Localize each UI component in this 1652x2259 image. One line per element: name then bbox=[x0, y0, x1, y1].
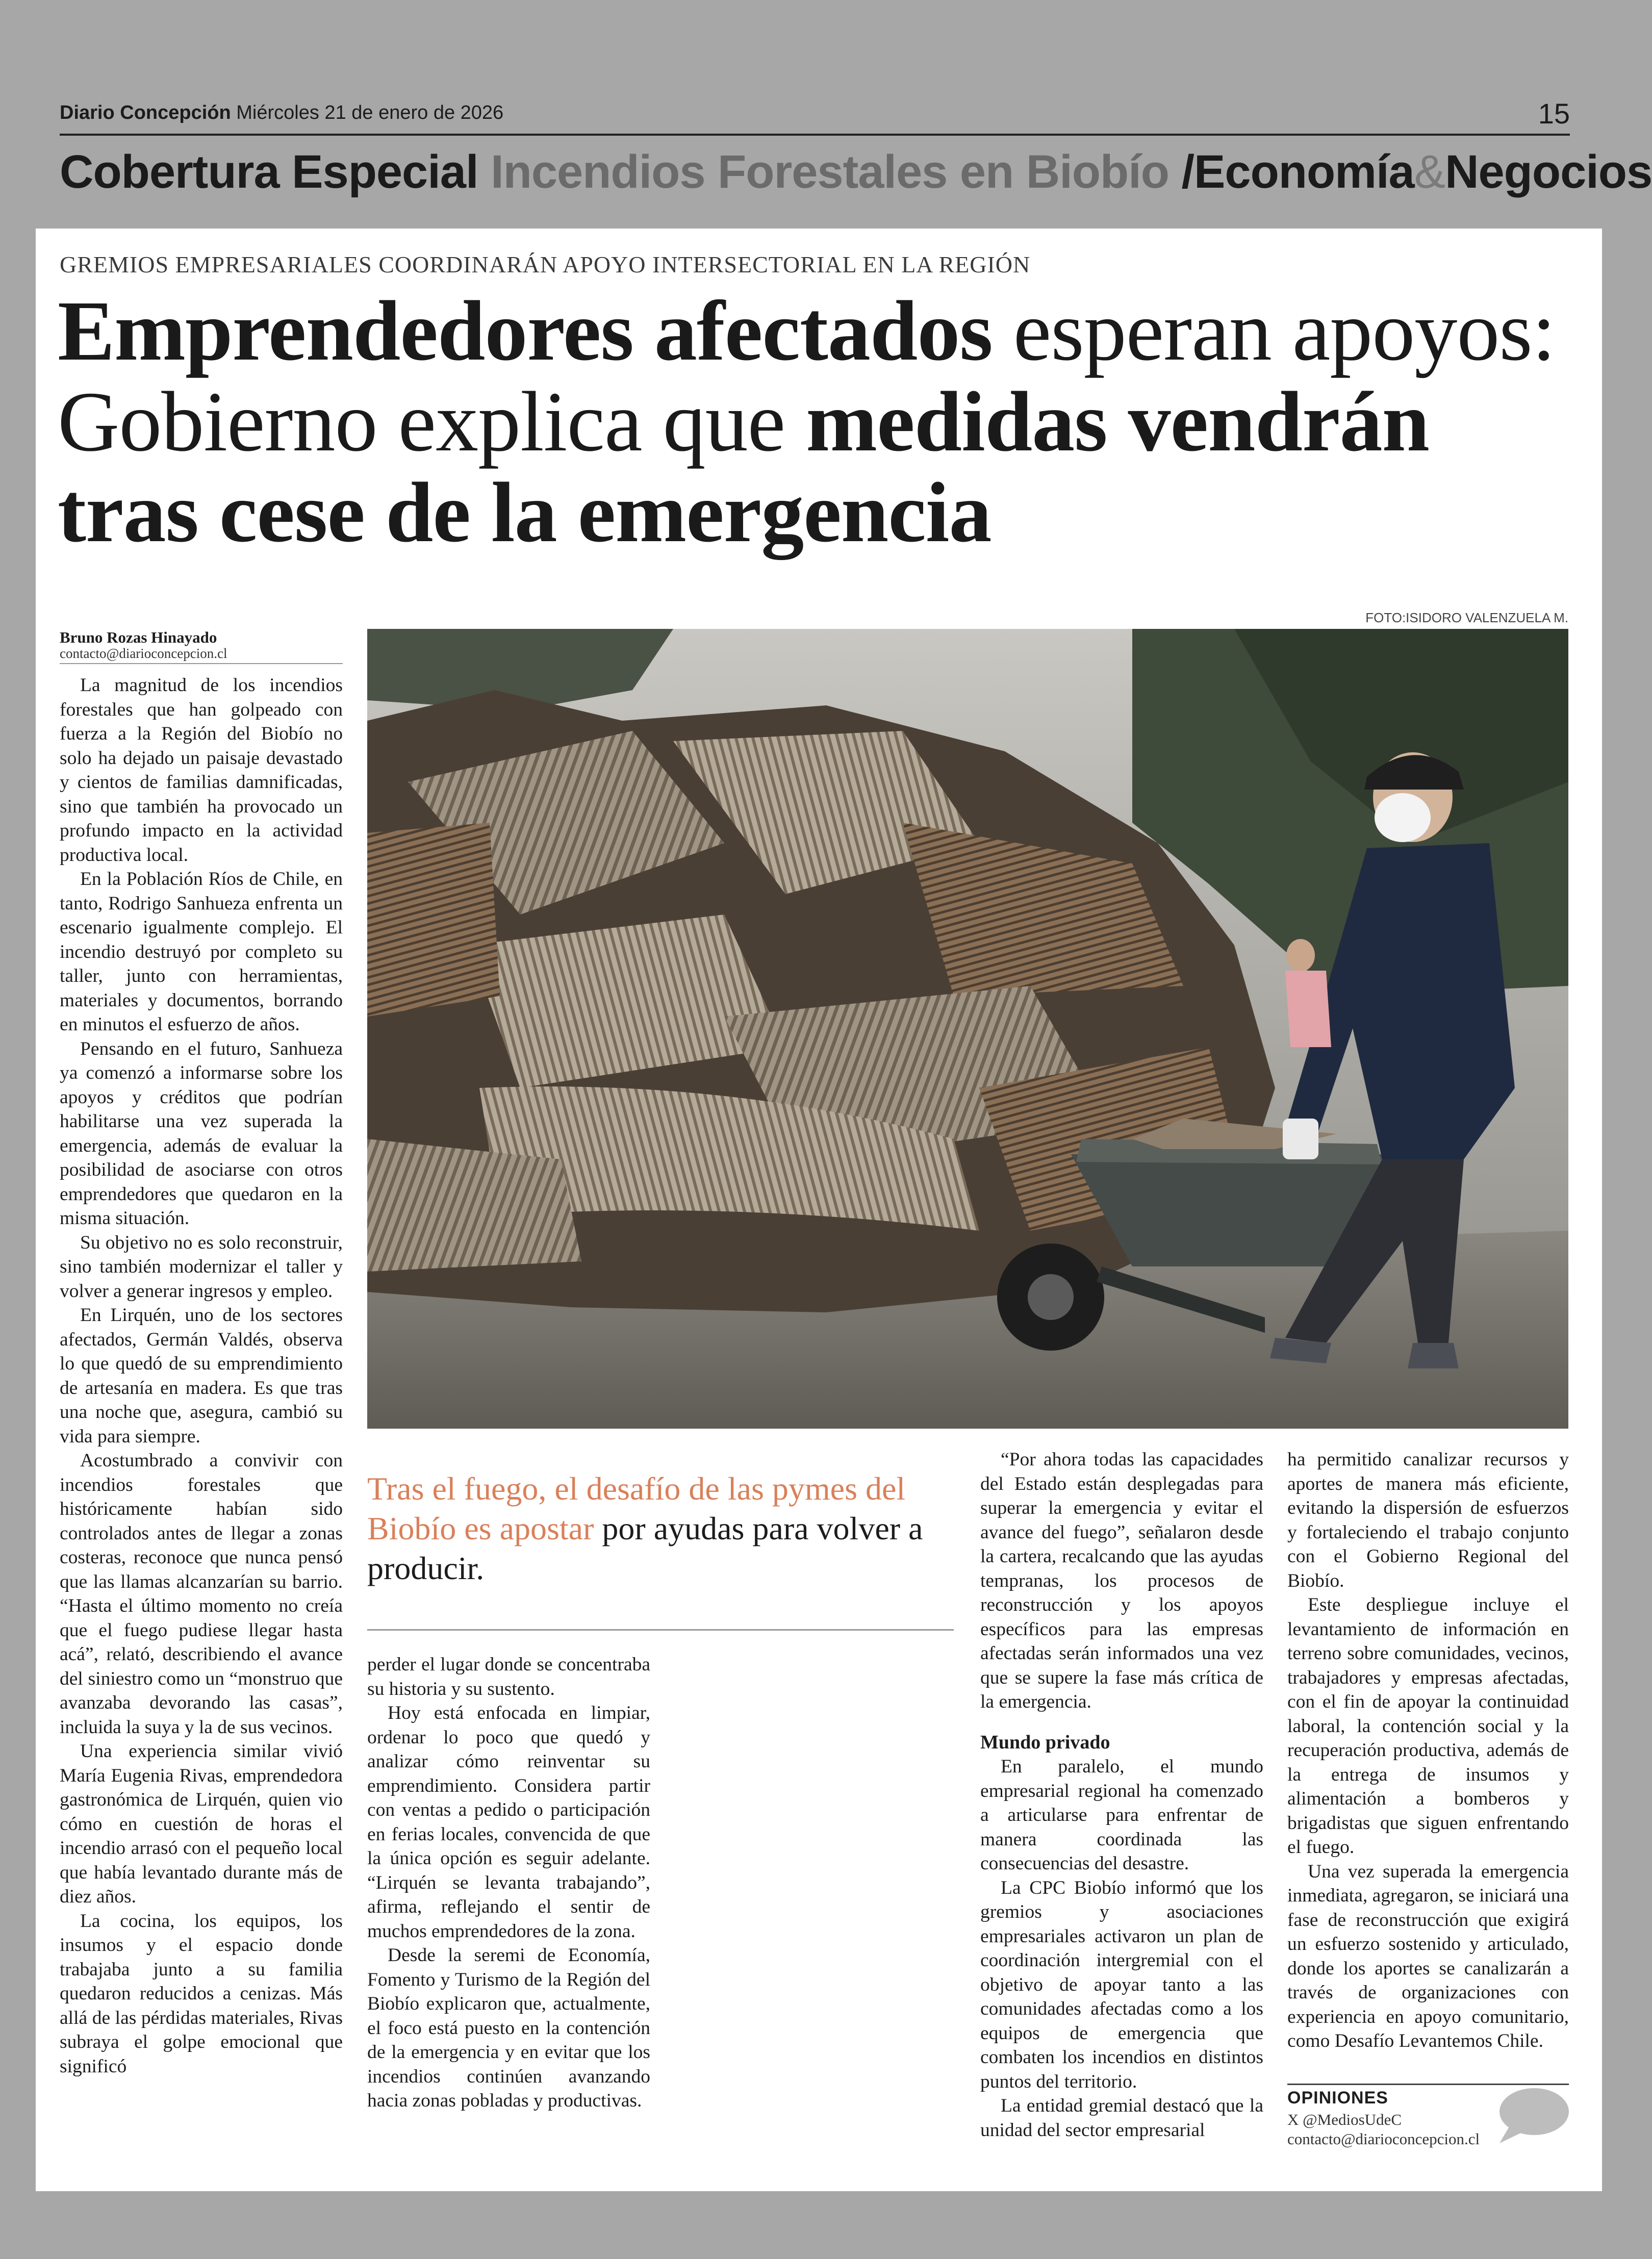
headline bbox=[58, 286, 1583, 558]
paragraph: En paralelo, el mundo empresarial regional ha comenzado a articularse para enfrentar de manera coordinada las consecuencias del desastre. bbox=[980, 1756, 1263, 1874]
section-topic: Incendios Forestales en Biobío bbox=[491, 146, 1169, 198]
text-column-1 bbox=[60, 673, 343, 2078]
opinions-divider bbox=[1287, 2084, 1569, 2085]
text-column-3 bbox=[980, 1448, 1263, 2142]
page-number: 15 bbox=[1538, 97, 1570, 130]
pull-quote-rest: por ayudas para volver a producir. bbox=[367, 1510, 923, 1586]
pull-quote-accent: Tras el fuego, el desafío de las pymes del Biobío es apostar bbox=[367, 1470, 906, 1546]
text-column-4 bbox=[1287, 1448, 1569, 2053]
section-economia: Economía bbox=[1194, 146, 1414, 198]
headline-part-1: Emprendedores afectados bbox=[58, 284, 993, 378]
fire-debris-illustration bbox=[367, 629, 1568, 1429]
byline-name: Bruno Rozas Hinayado bbox=[60, 628, 217, 646]
paragraph: La entidad gremial destacó que la unidad del sector empresarial bbox=[980, 2095, 1263, 2141]
section-negocios: Negocios bbox=[1445, 146, 1652, 198]
byline-email[interactable]: contacto@diarioconcepcion.cl bbox=[60, 646, 227, 661]
paragraph: Una experiencia similar vivió María Eugenia Rivas, emprendedora gastronómica de Lirquén, quien vio cómo en cuestión de horas el incendio arrasó con el pequeño local que había levantado durante más de diez años. bbox=[60, 1741, 343, 1907]
paragraph: Su objetivo no es solo reconstruir, sino también modernizar el taller y volver a generar ingresos y empleo. bbox=[60, 1232, 343, 1302]
opinions-email[interactable]: contacto@diarioconcepcion.cl bbox=[1287, 2130, 1480, 2148]
paragraph: Una vez superada la emergencia inmediata, agregaron, se iniciará una fase de reconstrucción que exigirá un esfuerzo sostenido y articulado, donde los aportes se canalizarán a través de organizaciones con experiencia en apoyo comunitario, como Desafío Levantemos Chile. bbox=[1287, 1861, 1569, 2051]
paragraph: La magnitud de los incendios forestales que han golpeado con fuerza a la Región del Biobío no solo ha dejado un paisaje devastado y cientos de familias damnificadas, sino que también ha provocado un profundo impacto en la actividad productiva local. bbox=[60, 675, 343, 866]
publication-name: Diario Concepción bbox=[60, 102, 231, 123]
paragraph: Este despliegue incluye el levantamiento de información en terreno sobre comunidades, vecinos, trabajadores y empresas afectadas, con el fin de apoyar la continuidad laboral, la contención social y la recuperación productiva, además de la entrega de insumos y alimentación a bomberos y brigadistas que siguen enfrentando el fuego. bbox=[1287, 1594, 1569, 1858]
paragraph: La cocina, los equipos, los insumos y el espacio donde trabajaba junto a su familia quedaron reducidos a cenizas. Más allá de las pérdidas materiales, Rivas subraya el golpe emocional que significó bbox=[60, 1910, 343, 2077]
header-divider bbox=[60, 134, 1570, 136]
paragraph: En la Población Ríos de Chile, en tanto, Rodrigo Sanhueza enfrenta un escenario igualmente complejo. El incendio destruyó por completo su taller, junto con herramientas, materiales y documentos, borrando en minutos el esfuerzo de años. bbox=[60, 869, 343, 1035]
headline-part-2: esperan apoyos: Gobierno explica que bbox=[58, 284, 1556, 469]
paragraph: En Lirquén, uno de los sectores afectados, Germán Valdés, observa lo que quedó de su emprendimiento de artesanía en madera. Es que tras una noche que, asegura, cambió su vida para siempre. bbox=[60, 1305, 343, 1447]
section-ampersand: & bbox=[1414, 146, 1445, 198]
byline-divider bbox=[60, 663, 343, 664]
section-bar bbox=[60, 145, 1652, 199]
headline-part-3: medidas vendrán tras cese de la emergencia bbox=[58, 374, 1430, 560]
speech-bubble-icon bbox=[1494, 2086, 1571, 2145]
subhead-mundo-privado: Mundo privado bbox=[980, 1731, 1110, 1753]
masthead-line bbox=[60, 102, 503, 124]
paragraph: Hoy está enfocada en limpiar, ordenar lo poco que quedó y analizar cómo reinventar su emprendimiento. Considera partir con ventas a pedido o participación en ferias locales, convencida de que la única opción es seguir adelante. “Lirquén se levanta trabajando”, afirma, reflejando el sentir de muchos emprendedores de la zona. bbox=[367, 1703, 650, 1942]
text-column-2 bbox=[367, 1653, 650, 2113]
paragraph: Acostumbrado a convivir con incendios forestales que históricamente habían sido controlados antes de llegar a zonas costeras, reconoce que nunca pensó que las llamas alcanzarían su barrio. “Hasta el último momento no creía que el fuego pudiese llegar hasta acá”, relató, describiendo el avance del siniestro como un “monstruo que avanzaba devorando las casas”, incluida la suya y la de sus vecinos. bbox=[60, 1450, 343, 1738]
paragraph: La CPC Biobío informó que los gremios y asociaciones empresariales activaron un plan de coordinación intergremial con el objetivo de apoyar tanto a las comunidades afectadas como a los equipos de emergencia que combaten los incendios en distintos puntos del territorio. bbox=[980, 1877, 1263, 2092]
issue-date: Miércoles 21 de enero de 2026 bbox=[236, 102, 504, 123]
article-photo bbox=[367, 629, 1568, 1429]
section-slash: / bbox=[1181, 146, 1194, 198]
photo-credit: FOTO:ISIDORO VALENZUELA M. bbox=[1365, 610, 1568, 625]
pull-quote-divider bbox=[367, 1629, 954, 1631]
opinions-social[interactable]: X @MediosUdeC bbox=[1287, 2111, 1402, 2128]
paragraph: “Por ahora todas las capacidades del Estado están desplegadas para superar la emergencia y evitar el avance del fuego”, señalaron desde la cartera, recalcando que las ayudas tempranas, los procesos de reconstrucción y los apoyos específicos para las empresas afectadas serán informados una vez que se supere la fase más crítica de la emergencia. bbox=[980, 1449, 1263, 1712]
opinions-title: OPINIONES bbox=[1287, 2088, 1388, 2108]
section-main: Cobertura Especial bbox=[60, 146, 478, 198]
kicker: GREMIOS EMPRESARIALES COORDINARÁN APOYO INTERSECTORIAL EN LA REGIÓN bbox=[60, 251, 1031, 277]
paragraph: perder el lugar donde se concentraba su historia y su sustento. bbox=[367, 1654, 650, 1699]
pull-quote bbox=[367, 1469, 954, 1588]
paragraph: ha permitido canalizar recursos y aportes de manera más eficiente, evitando la dispersión de esfuerzos y fortaleciendo el trabajo conjunto con el Gobierno Regional del Biobío. bbox=[1287, 1449, 1569, 1591]
paragraph: Desde la seremi de Economía, Fomento y Turismo de la Región del Biobío explicaron que, actualmente, el foco está puesto en la contención de la emergencia y en evitar que los incendios continúen avanzando hacia zonas pobladas y productivas. bbox=[367, 1945, 650, 2111]
paragraph: Pensando en el futuro, Sanhueza ya comenzó a informarse sobre los apoyos y créditos que podrían habilitarse una vez superada la emergencia, además de evaluar la posibilidad de asociarse con otros emprendedores que quedaron en la misma situación. bbox=[60, 1038, 343, 1229]
